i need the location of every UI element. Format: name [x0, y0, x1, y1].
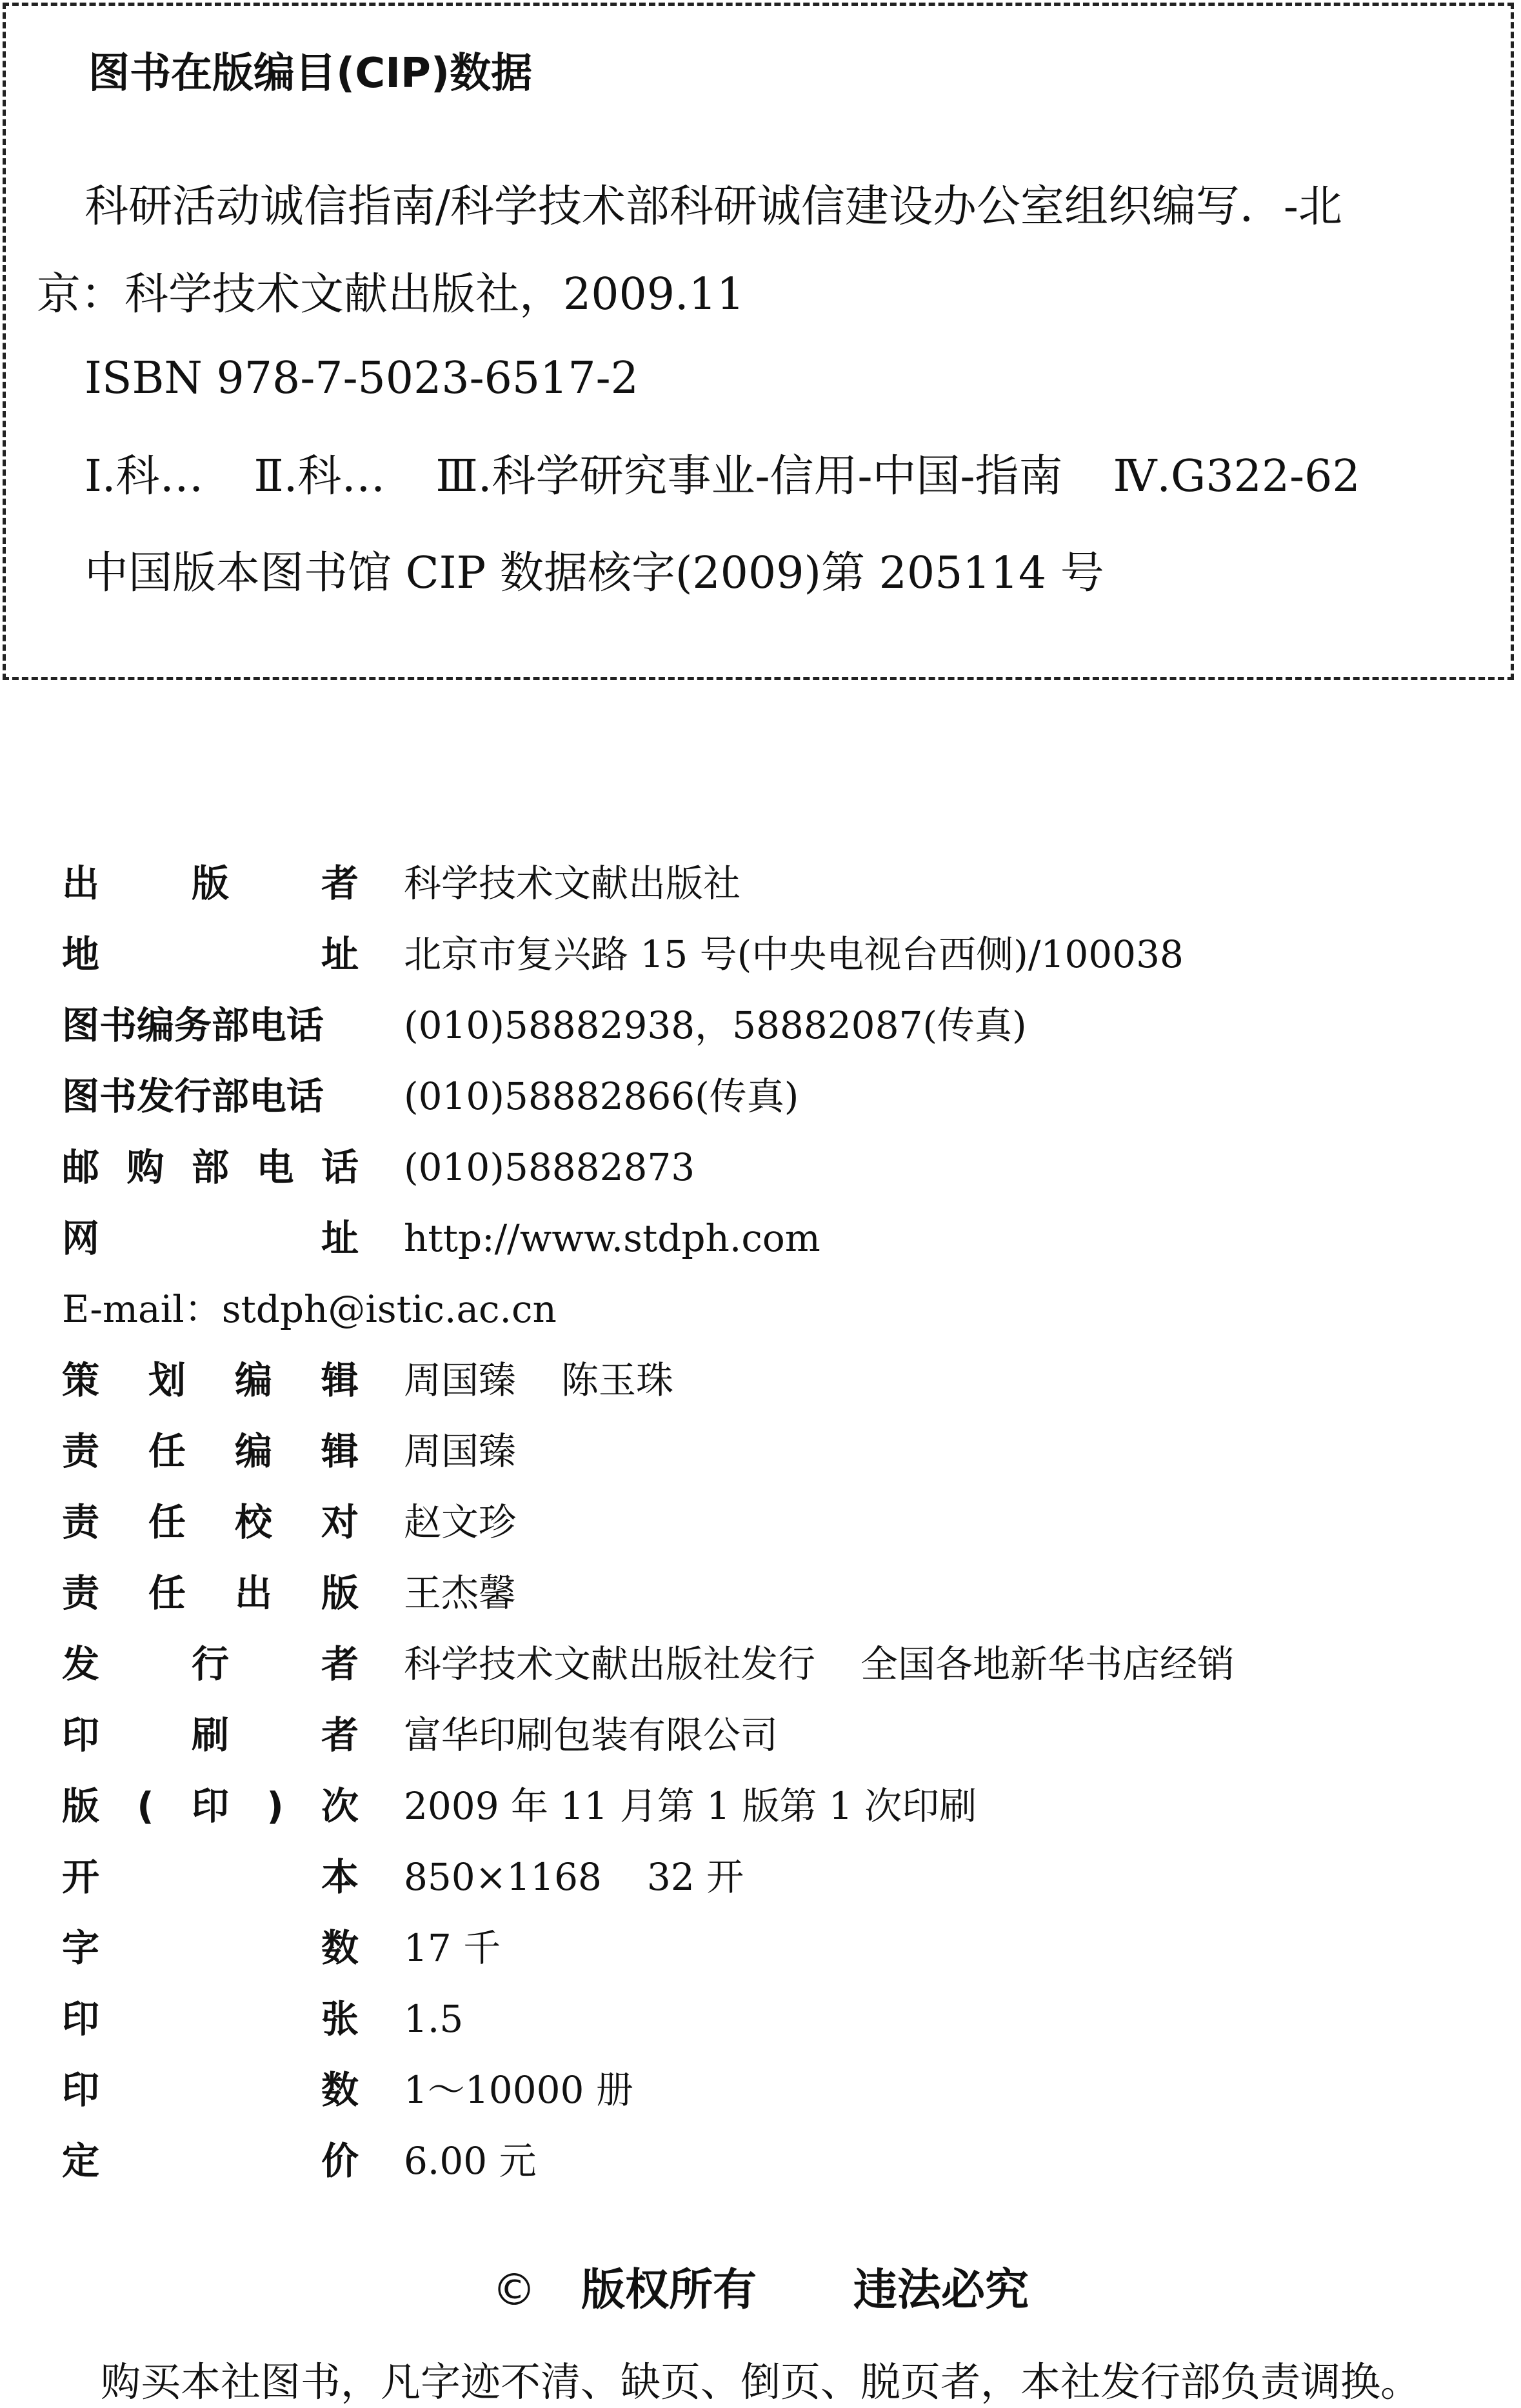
- info-label-char: 印: [62, 1997, 100, 2041]
- info-value: 6.00 元: [404, 2139, 537, 2183]
- info-label: [62, 1345, 359, 1416]
- info-label-char: 定: [62, 2139, 100, 2183]
- info-value: (010)58882866(传真): [404, 1074, 799, 1118]
- info-full-line: E-mail：stdph@istic.ac.cn: [62, 1287, 557, 1331]
- info-value: 赵文珍: [404, 1500, 517, 1544]
- info-row: [62, 1983, 1481, 2054]
- info-label-char: 次: [321, 1784, 359, 1828]
- info-row: [62, 1912, 1481, 1983]
- info-label-char: 地: [62, 932, 100, 976]
- info-label: [62, 919, 359, 990]
- info-label-char: 印: [191, 1784, 229, 1828]
- cip-isbn: ISBN 978-7-5023-6517-2: [84, 353, 639, 404]
- info-label-char: 址: [321, 1216, 359, 1260]
- info-label-char: 策: [62, 1358, 100, 1402]
- info-value: 周国臻: [404, 1429, 517, 1473]
- info-row: [62, 1558, 1481, 1629]
- cip-heading: 图书在版编目(CIP)数据: [88, 50, 533, 97]
- info-label: [62, 1841, 359, 1912]
- info-value: 北京市复兴路 15 号(中央电视台西侧)/100038: [404, 932, 1184, 976]
- info-label-char: 出: [234, 1571, 272, 1615]
- info-label-char: 数: [321, 1926, 359, 1970]
- info-label-char: 部: [191, 1145, 229, 1189]
- info-label-char: 刷: [191, 1713, 229, 1757]
- info-label: [62, 1416, 359, 1487]
- info-row: [62, 2125, 1481, 2196]
- info-label: [62, 990, 359, 1061]
- info-label-char: 任: [148, 1500, 186, 1544]
- info-label-char: 出: [62, 861, 100, 905]
- info-label: [62, 1132, 359, 1203]
- info-label-char: 者: [321, 1642, 359, 1686]
- info-label-char: (: [137, 1784, 154, 1828]
- info-label-char: 图书发行部电话: [62, 1074, 324, 1118]
- info-label-char: 购: [126, 1145, 164, 1189]
- cip-classification: [84, 445, 1360, 509]
- info-row: [62, 990, 1481, 1061]
- info-label-char: 版: [191, 861, 229, 905]
- info-label-char: 责: [62, 1500, 100, 1544]
- cip-title-line-1: 科研活动诚信指南/科学技术部科研诚信建设办公室组织编写．-北: [84, 181, 1342, 232]
- cip-classification-1: Ⅰ.科…: [84, 451, 204, 502]
- info-label-char: 印: [62, 1713, 100, 1757]
- info-value: 富华印刷包装有限公司: [404, 1713, 779, 1757]
- cip-data-box: [3, 3, 1514, 680]
- info-value: (010)58882938，58882087(传真): [404, 1003, 1027, 1047]
- cip-classification-3: Ⅲ.科学研究事业-信用-中国-指南: [435, 451, 1063, 502]
- info-label-char: 责: [62, 1429, 100, 1473]
- info-label: [62, 1983, 359, 2054]
- info-label-char: 版: [62, 1784, 100, 1828]
- info-value: 科学技术文献出版社: [404, 861, 741, 905]
- cip-classification-2: Ⅱ.科…: [254, 451, 386, 502]
- info-label-char: 话: [321, 1145, 359, 1189]
- copyright-notice: [0, 2258, 1521, 2323]
- info-label: [62, 1558, 359, 1629]
- info-row: [62, 1061, 1481, 1132]
- info-label-char: 开: [62, 1855, 100, 1899]
- info-value: 1.5: [404, 1997, 464, 2041]
- info-value-part: 全国各地新华书店经销: [860, 1642, 1235, 1686]
- copyright-left-text: 版权所有: [581, 2265, 757, 2316]
- info-row: [62, 1629, 1481, 1700]
- info-value: (010)58882873: [404, 1145, 695, 1189]
- info-label-char: 任: [148, 1429, 186, 1473]
- info-value: 王杰馨: [404, 1571, 517, 1615]
- cip-library-record: 中国版本图书馆 CIP 数据核字(2009)第 205114 号: [84, 548, 1104, 599]
- info-row: [62, 1841, 1481, 1912]
- info-value: 17 千: [404, 1926, 501, 1970]
- info-label-char: 者: [321, 1713, 359, 1757]
- info-value: [404, 1629, 1235, 1700]
- info-label-char: 版: [321, 1571, 359, 1615]
- info-label: [62, 1700, 359, 1771]
- info-value: http://www.stdph.com: [404, 1216, 820, 1260]
- info-label-char: 校: [234, 1500, 272, 1544]
- info-row: [62, 1416, 1481, 1487]
- info-label: [62, 1912, 359, 1983]
- info-row: [62, 2054, 1481, 2125]
- info-row: [62, 1274, 1481, 1345]
- info-value: [404, 1841, 744, 1912]
- info-label-char: 责: [62, 1571, 100, 1615]
- info-label-char: 编: [234, 1429, 272, 1473]
- replacement-notice: 购买本社图书，凡字迹不清、缺页、倒页、脱页者，本社发行部负责调换。: [100, 2358, 1420, 2405]
- info-row: [62, 1132, 1481, 1203]
- info-label-char: 行: [191, 1642, 229, 1686]
- info-label: [62, 848, 359, 919]
- info-label: [62, 1771, 359, 1841]
- info-label-char: 辑: [321, 1358, 359, 1402]
- info-label-char: 辑: [321, 1429, 359, 1473]
- info-row: [62, 848, 1481, 919]
- info-label-char: 本: [321, 1855, 359, 1899]
- info-label-char: 张: [321, 1997, 359, 2041]
- info-value-part: 850×1168: [404, 1855, 602, 1899]
- info-value-part: 32 开: [646, 1855, 744, 1899]
- copyright-right-text: 违法必究: [853, 2265, 1029, 2316]
- info-value: 1～10000 册: [404, 2068, 633, 2112]
- info-label-char: 价: [321, 2139, 359, 2183]
- info-label-char: 址: [321, 932, 359, 976]
- info-row: [62, 1345, 1481, 1416]
- info-label: [62, 1629, 359, 1700]
- info-label-char: ): [266, 1784, 284, 1828]
- info-label: [62, 2054, 359, 2125]
- cip-classification-4: Ⅳ.G322-62: [1113, 451, 1360, 502]
- info-row: [62, 1771, 1481, 1841]
- info-label: [62, 1061, 359, 1132]
- info-row: [62, 1700, 1481, 1771]
- info-label-char: 编: [234, 1358, 272, 1402]
- info-label: [62, 1203, 359, 1274]
- info-label-char: 数: [321, 2068, 359, 2112]
- info-label-char: 图书编务部电话: [62, 1003, 324, 1047]
- info-value: [404, 1345, 673, 1416]
- info-label-char: 划: [148, 1358, 186, 1402]
- info-label-char: 印: [62, 2068, 100, 2112]
- info-label-char: 邮: [62, 1145, 100, 1189]
- info-value-part: 陈玉珠: [561, 1358, 674, 1402]
- info-label-char: 任: [148, 1571, 186, 1615]
- info-value-part: 周国臻: [404, 1358, 517, 1402]
- cip-title-line-2: 京：科学技术文献出版社，2009.11: [37, 269, 745, 320]
- info-row: [62, 919, 1481, 990]
- info-label-char: 电: [256, 1145, 294, 1189]
- copyright-icon: ©: [492, 2265, 536, 2316]
- info-value: 2009 年 11 月第 1 版第 1 次印刷: [404, 1784, 977, 1828]
- info-label-char: 发: [62, 1642, 100, 1686]
- info-label-char: 字: [62, 1926, 100, 1970]
- publication-info-table: [62, 848, 1481, 2196]
- info-label-char: 网: [62, 1216, 100, 1260]
- info-label: [62, 2125, 359, 2196]
- info-label-char: 者: [321, 861, 359, 905]
- info-label-char: 对: [321, 1500, 359, 1544]
- info-value-part: 科学技术文献出版社发行: [404, 1642, 816, 1686]
- info-row: [62, 1203, 1481, 1274]
- info-label: [62, 1487, 359, 1558]
- info-row: [62, 1487, 1481, 1558]
